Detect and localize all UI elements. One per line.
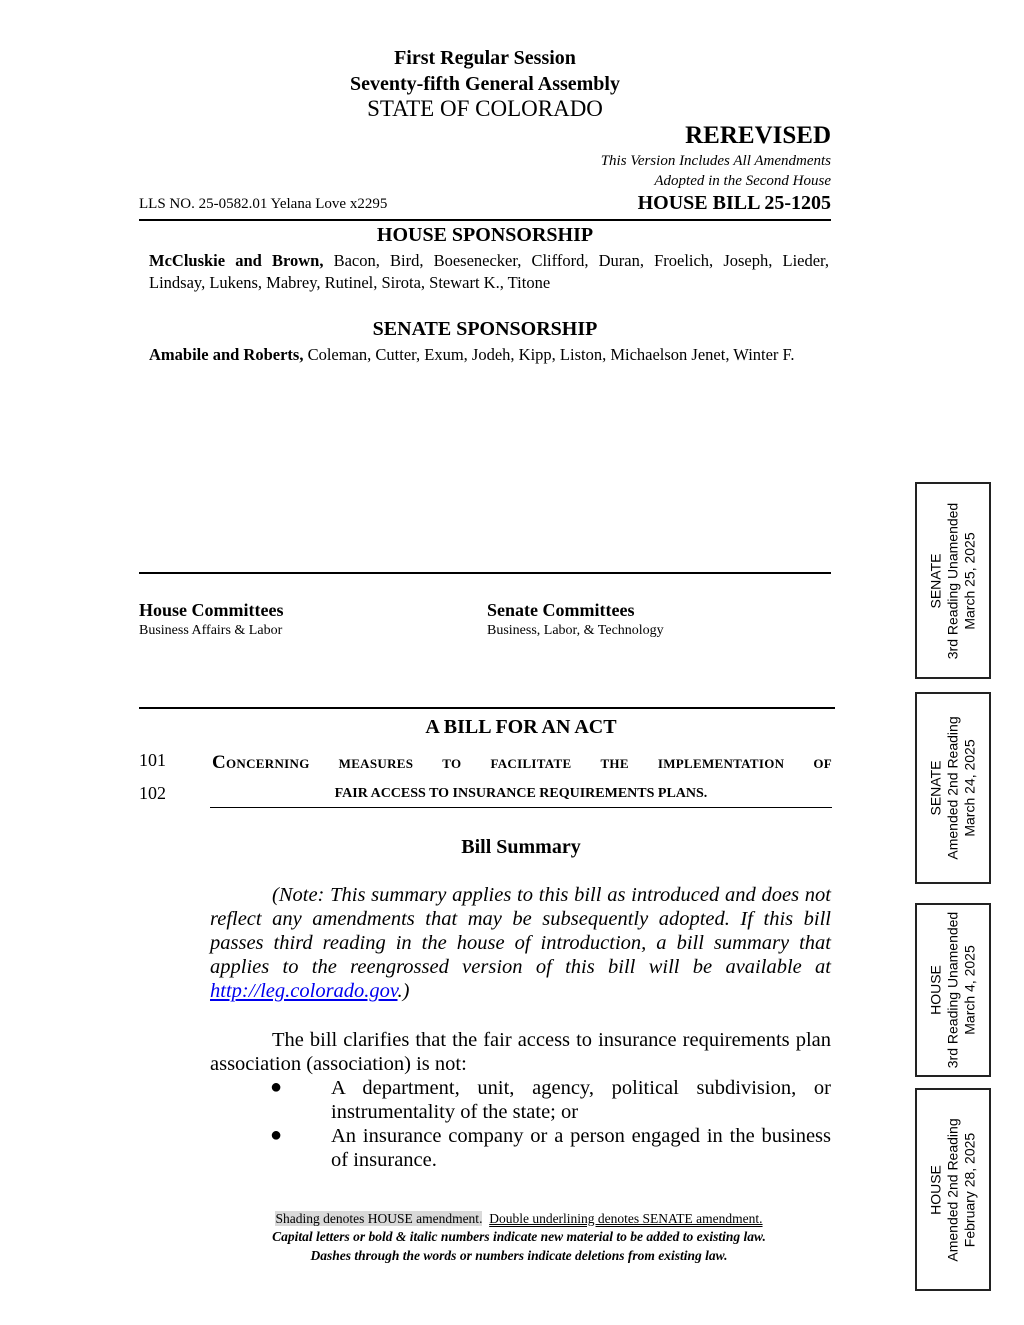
stamp-chamber: SENATE [927,760,944,816]
house-sponsorship-heading: HOUSE SPONSORSHIP [376,224,594,246]
bullet-icon: ● [270,1124,283,1146]
stamp-house-third-reading [915,903,991,1077]
stamp-date: March 25, 2025 [961,531,978,630]
stamp-chamber: HOUSE [927,965,944,1015]
note-end: .) [397,980,410,1002]
senate-prime-sponsors: Amabile and Roberts, [149,345,304,364]
summary-paragraph-text: The bill clarifies that the fair access to insurance requirements plan association (association) is not: [210,1029,831,1075]
header-divider [139,219,831,221]
stamp-action: Amended 2nd Reading [944,716,961,860]
stamp-senate-third-reading [915,482,991,679]
stamp-text [928,912,979,1068]
stamp-house-second-reading [915,1088,991,1291]
senate-committee: Business, Labor, & Technology [487,623,664,638]
summary-paragraph [210,1028,831,1076]
summary-bullet-1: A department, unit, agency, political subdivision, or instrumentality of the state; or [331,1077,831,1123]
senate-committees-heading: Senate Committees [487,600,635,620]
version-line-2: Adopted in the Second House [654,173,831,189]
stamp-date: March 24, 2025 [961,739,978,837]
house-sponsors [149,250,829,294]
session-header [0,45,970,97]
stamp-action: Amended 2nd Reading [944,1117,961,1262]
stamp-date: February 28, 2025 [961,1132,978,1247]
title-underline [210,807,832,808]
version-line-1: This Version Includes All Amendments [600,153,831,169]
house-committees-heading: House Committees [139,600,284,620]
dashes-legend: Dashes through the words or numbers indicate deletions from existing law. [310,1248,728,1263]
amendment-legend [139,1211,899,1227]
line-number-101: 101 [139,750,166,770]
stamp-chamber: HOUSE [927,1164,944,1215]
bill-title-line-1: Concerning measures to facilitate the implementation of [212,752,832,773]
stamp-action: 3rd Reading Unamended [944,502,961,659]
summary-note [210,883,831,1003]
session-title: First Regular Session [394,47,576,69]
house-prime-sponsors: McCluskie and Brown, [149,251,324,270]
senate-underline-legend: Double underlining denotes SENATE amendment. [489,1211,763,1226]
assembly-title: Seventy-fifth General Assembly [350,73,620,95]
stamp-action: 3rd Reading Unamended [944,911,961,1069]
stamp-text [928,502,979,658]
stamp-date: March 4, 2025 [961,945,978,1035]
bill-summary-heading: Bill Summary [461,836,581,858]
senate-sponsorship-heading: SENATE SPONSORSHIP [372,318,598,340]
bullet-icon: ● [270,1076,283,1098]
bill-divider [139,707,835,709]
stamp-text [928,1118,979,1261]
senate-sponsors [149,344,829,366]
stamp-text [928,716,979,859]
stamp-senate-second-reading [915,692,991,884]
house-cosponsors: Bacon, Bird, Boesenecker, Clifford, Duran, Froelich, Joseph, Lieder, Lindsay, Lukens, Mabrey, Rutinel, Sirota, Stewart K., Titone [149,251,830,292]
state-title: STATE OF COLORADO [367,96,603,121]
house-shading-legend: Shading denotes HOUSE amendment. [275,1211,483,1226]
house-committee: Business Affairs & Labor [139,623,283,638]
summary-bullet-2: An insurance company or a person engaged in the business of insurance. [331,1125,831,1171]
status-label: REREVISED [685,122,831,149]
note-text: (Note: This summary applies to this bill as introduced and does not reflect any amendments that may be subsequently adopted. If this bill passes third reading in the house of introduction, a bill summary that applies to the reengrossed version of this bill will be available at [210,884,831,978]
bill-heading: A BILL FOR AN ACT [425,716,617,738]
capitals-legend: Capital letters or bold & italic numbers indicate new material to be added to existing law. [272,1229,766,1244]
committees-divider [139,572,831,574]
bill-number: HOUSE BILL 25-1205 [637,192,831,214]
leg-website-link[interactable]: http://leg.colorado.gov [210,980,398,1002]
bill-title-line-2: FAIR ACCESS TO INSURANCE REQUIREMENTS PLANS. [334,786,708,801]
senate-cosponsors: Coleman, Cutter, Exum, Jodeh, Kipp, Liston, Michaelson Jenet, Winter F. [307,345,795,364]
stamp-chamber: SENATE [927,553,944,608]
version-note [601,151,831,191]
line-number-102: 102 [139,783,166,803]
lls-number: LLS NO. 25-0582.01 Yelana Love x2295 [139,196,388,212]
